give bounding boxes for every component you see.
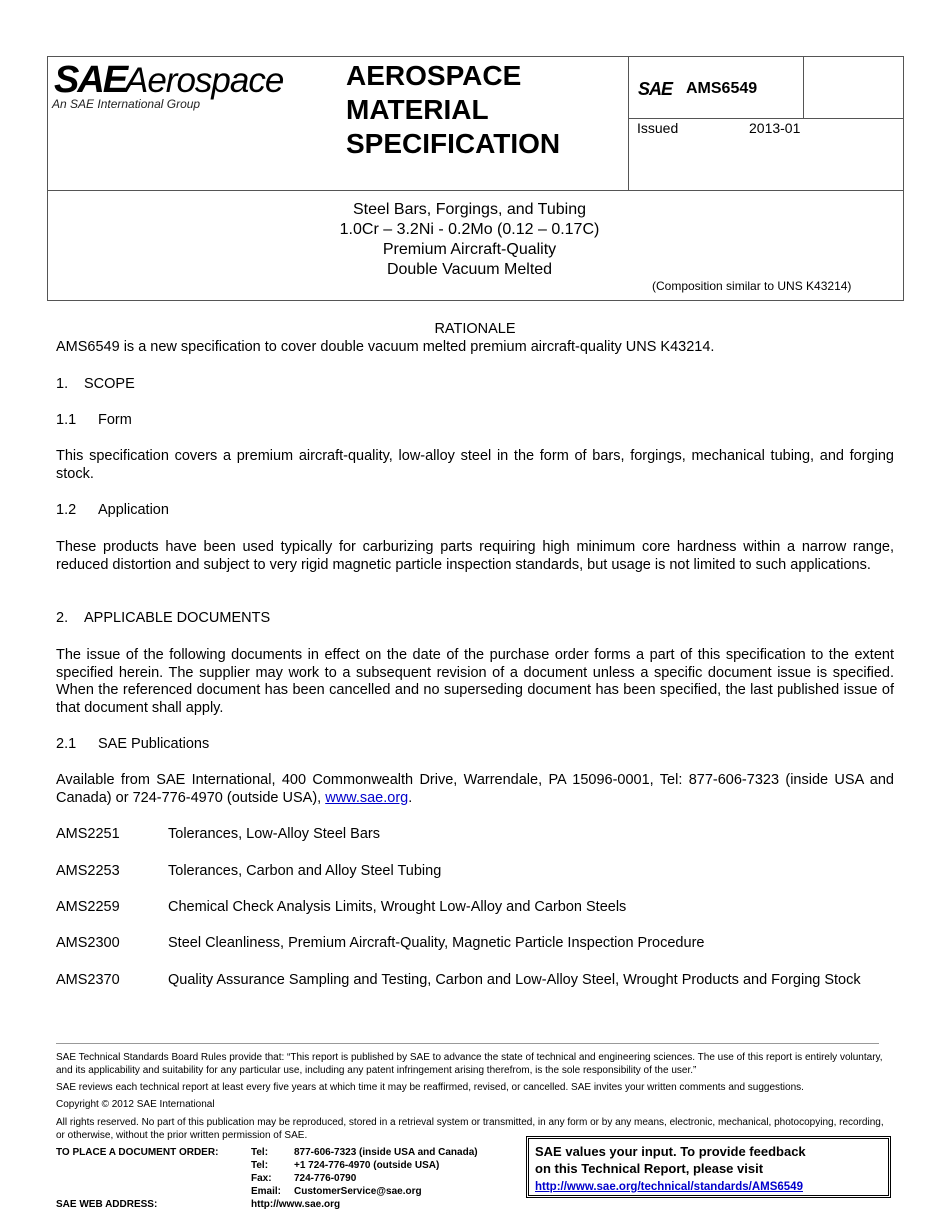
- document-description: Tolerances, Low-Alloy Steel Bars: [168, 826, 380, 842]
- email-label: Email:: [251, 1186, 282, 1197]
- section-applicable-documents: [56, 610, 894, 628]
- section-number: 1.2: [56, 502, 77, 518]
- document-code: AMS2259: [56, 899, 120, 915]
- document-description: Tolerances, Carbon and Alloy Steel Tubing: [168, 863, 442, 879]
- logo-subtitle: An SAE International Group: [52, 97, 201, 111]
- doc-type-line: SPECIFICATION: [346, 128, 561, 159]
- feedback-text: SAE values your input. To provide feedback: [535, 1144, 806, 1159]
- composition-note: (Composition similar to UNS K43214): [652, 279, 852, 293]
- document-description: Steel Cleanliness, Premium Aircraft-Quality, Magnetic Particle Inspection Procedure: [168, 935, 705, 951]
- document-code: AMS2370: [56, 972, 120, 988]
- issued-label: Issued: [637, 120, 679, 136]
- doc-type-line: AEROSPACE: [346, 60, 522, 91]
- tel-label: Tel:: [251, 1160, 269, 1171]
- header-divider: [628, 57, 629, 190]
- tel-label: Tel:: [251, 1147, 269, 1158]
- email-value: CustomerService@sae.org: [294, 1186, 422, 1197]
- sae-website-link[interactable]: www.sae.org: [325, 789, 409, 806]
- form-text: This specification covers a premium aircraft-quality, low-alloy steel in the form of bars, forgings, mechanical tubing, and forging stock.: [56, 448, 894, 482]
- section-application: [56, 502, 894, 520]
- issued-date: 2013-01: [749, 120, 801, 136]
- web-address-label: SAE WEB ADDRESS:: [56, 1199, 158, 1210]
- feedback-box: [526, 1136, 891, 1198]
- standards-rules-text: SAE Technical Standards Board Rules provide that: “This report is published by SAE to advance the state of technical and engineering sciences. The use of this report is entirely voluntary, and its applicability and suitability for any particular use, including any patent infringement arising therefrom, is the sole responsibility of the user.”: [56, 1052, 883, 1076]
- header-divider: [48, 190, 903, 191]
- fax-value: 724-776-0790: [294, 1173, 357, 1184]
- title-line: 1.0Cr – 3.2Ni - 0.2Mo (0.12 – 0.17C): [339, 221, 600, 238]
- section-scope: [56, 376, 894, 394]
- title-line: Premium Aircraft-Quality: [382, 241, 557, 258]
- section-number: 1.: [56, 376, 69, 392]
- document-title: [48, 200, 891, 280]
- header-box: [47, 56, 904, 301]
- tel-value: 877-606-7323 (inside USA and Canada): [294, 1147, 478, 1158]
- section-title: APPLICABLE DOCUMENTS: [84, 610, 271, 626]
- fax-label: Fax:: [251, 1173, 272, 1184]
- feedback-text: on this Technical Report, please visit: [535, 1161, 764, 1176]
- title-line: Steel Bars, Forgings, and Tubing: [352, 201, 587, 218]
- section-title: Application: [98, 502, 169, 518]
- title-line: Double Vacuum Melted: [386, 261, 553, 278]
- aerospace-logo: Aerospace: [125, 61, 284, 100]
- sae-small-logo: SAE: [638, 79, 673, 99]
- rationale-heading: RATIONALE: [434, 321, 516, 337]
- section-number: 1.1: [56, 412, 77, 428]
- document-code: AMS2300: [56, 935, 120, 951]
- document-code: AMS2253: [56, 863, 120, 879]
- section-title: SAE Publications: [98, 736, 210, 752]
- section-number: 2.1: [56, 736, 77, 752]
- doc-type-line: MATERIAL: [346, 94, 489, 125]
- sae-publications-text: [56, 772, 894, 807]
- application-text: These products have been used typically for carburizing parts requiring high minimum core hardness within a narrow range, reduced distortion and subject to very rigid magnetic particle inspection standards, but usage is not limited to such applications.: [56, 539, 894, 573]
- header-divider: [628, 118, 904, 119]
- availability-text: Available from SAE International, 400 Commonwealth Drive, Warrendale, PA 15096-0001, Tel: 877-606-7323 (inside USA and Canada) or 724-776-4970 (outside USA),: [56, 772, 894, 806]
- tel-value: +1 724-776-4970 (outside USA): [294, 1160, 440, 1171]
- order-label: TO PLACE A DOCUMENT ORDER:: [56, 1147, 219, 1158]
- section-title: Form: [98, 412, 132, 428]
- document-description: Quality Assurance Sampling and Testing, Carbon and Low-Alloy Steel, Wrought Products and Forging Stock: [168, 972, 861, 988]
- section-title: SCOPE: [84, 376, 135, 392]
- header-divider: [803, 57, 804, 118]
- feedback-link[interactable]: http://www.sae.org/technical/standards/AMS6549: [535, 1181, 803, 1193]
- rationale-text: AMS6549 is a new specification to cover double vacuum melted premium aircraft-quality UNS K43214.: [56, 339, 715, 355]
- sae-logo: SAE: [54, 59, 127, 101]
- document-number: AMS6549: [686, 80, 758, 97]
- document-code: AMS2251: [56, 826, 120, 842]
- applicable-text: The issue of the following documents in effect on the date of the purchase order forms a part of this specification to the extent specified herein. The supplier may work to a subsequent revision of a document unless a specific document issue is specified. When the referenced document has been cancelled and no superseding document has been specified, the last published issue of that document shall apply.: [56, 647, 894, 716]
- web-address-value: http://www.sae.org: [251, 1199, 341, 1210]
- copyright-text: Copyright © 2012 SAE International: [56, 1099, 215, 1110]
- rights-text: All rights reserved. No part of this publication may be reproduced, stored in a retrieval system or transmitted, in any form or by any means, electronic, mechanical, photocopying, recording, or otherwise, without the prior written permission of SAE.: [56, 1117, 884, 1141]
- section-form: [56, 412, 894, 430]
- review-text: SAE reviews each technical report at least every five years at which time it may be reaffirmed, revised, or cancelled. SAE invites your written comments and suggestions.: [56, 1082, 804, 1093]
- document-type: [346, 59, 560, 161]
- section-number: 2.: [56, 610, 69, 626]
- section-sae-publications: [56, 736, 894, 754]
- document-description: Chemical Check Analysis Limits, Wrought Low-Alloy and Carbon Steels: [168, 899, 627, 915]
- period: .: [408, 789, 413, 806]
- footer-divider: [56, 1043, 879, 1044]
